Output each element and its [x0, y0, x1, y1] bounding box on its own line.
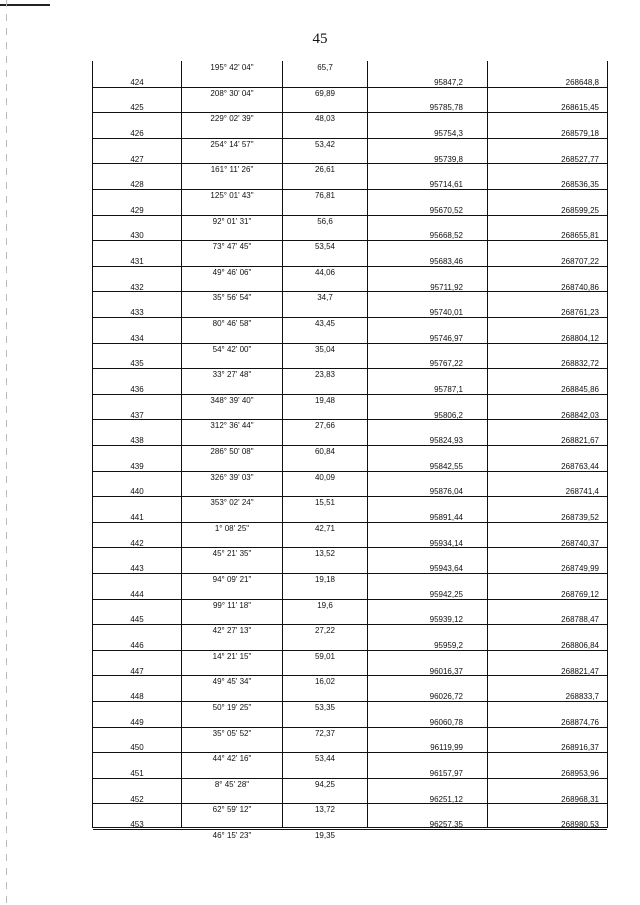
- y-coordinate: 268579,18: [561, 129, 599, 138]
- point-row: [93, 74, 607, 88]
- y-coordinate: 268648,8: [565, 77, 599, 87]
- point-number: 446: [130, 641, 144, 650]
- direction-angle: 50° 19' 25": [212, 703, 252, 712]
- segment-row: [93, 112, 607, 126]
- point-number: 435: [130, 359, 144, 369]
- point-number: 425: [130, 103, 144, 113]
- x-coordinate: 95785,78: [429, 103, 463, 113]
- segment-row: [93, 445, 607, 459]
- point-row: [93, 688, 607, 702]
- x-coordinate: 95787,1: [434, 385, 463, 394]
- point-row: [93, 99, 607, 113]
- y-coordinate: 268536,35: [561, 180, 599, 190]
- direction-angle: 73° 47' 45": [212, 242, 252, 252]
- point-number: 438: [130, 436, 144, 446]
- y-coordinate: 268832,72: [561, 359, 599, 369]
- segment-length: 44,06: [314, 267, 336, 277]
- segment-row: [93, 189, 607, 203]
- y-coordinate: 268842,03: [561, 410, 599, 420]
- segment-length: 40,09: [314, 472, 336, 482]
- y-coordinate: 268916,37: [561, 743, 599, 753]
- direction-angle: 312° 36' 44": [210, 421, 254, 431]
- segment-row: [93, 471, 607, 485]
- x-coordinate: 95746,97: [429, 333, 463, 343]
- page-number: 45: [312, 31, 328, 47]
- direction-angle: 161° 11' 26": [210, 165, 254, 175]
- direction-angle: 80° 46' 58": [212, 319, 252, 328]
- point-row: [93, 765, 607, 779]
- point-number: 452: [130, 794, 144, 804]
- point-row: [93, 151, 607, 165]
- point-number: 449: [130, 717, 144, 727]
- y-coordinate: 268655,81: [561, 231, 599, 241]
- y-coordinate: 268806,84: [561, 641, 599, 650]
- segment-row: [93, 61, 607, 75]
- x-coordinate: 95891,44: [429, 513, 463, 522]
- segment-row: [93, 368, 607, 382]
- direction-angle: 35° 05' 52": [212, 728, 252, 738]
- point-number: 439: [130, 461, 144, 471]
- x-coordinate: 95711,92: [430, 282, 463, 292]
- point-row: [93, 663, 607, 677]
- y-coordinate: 268821,47: [561, 666, 599, 676]
- segment-length: 27,22: [314, 626, 336, 636]
- y-coordinate: 268769,12: [561, 589, 599, 599]
- point-row: [93, 714, 607, 728]
- direction-angle: 286° 50' 08": [210, 447, 254, 456]
- y-coordinate: 268761,23: [561, 308, 599, 318]
- y-coordinate: 268741,4: [565, 487, 599, 497]
- segment-length: 15,51: [314, 498, 336, 508]
- point-number: 433: [130, 308, 144, 318]
- point-row: [93, 202, 607, 216]
- segment-row: [93, 727, 607, 741]
- segment-length: 26,61: [314, 165, 336, 175]
- direction-angle: 353° 02' 24": [210, 498, 254, 508]
- y-coordinate: 268599,25: [561, 205, 599, 215]
- segment-row: [93, 496, 607, 510]
- point-row: [93, 739, 607, 753]
- direction-angle: 94° 09' 21": [212, 575, 252, 584]
- point-row: [93, 637, 607, 651]
- segment-length: 19,35: [314, 831, 336, 840]
- segment-row: [93, 547, 607, 561]
- x-coordinate: 95943,64: [429, 564, 463, 574]
- y-coordinate: 268804,12: [561, 333, 599, 343]
- segment-row: [93, 829, 607, 843]
- x-coordinate: 96026,72: [429, 692, 463, 702]
- x-coordinate: 95670,52: [429, 205, 463, 215]
- direction-angle: 14° 21' 15": [212, 651, 252, 661]
- point-row: [93, 483, 607, 497]
- point-number: 431: [130, 257, 144, 266]
- point-row: [93, 458, 607, 472]
- point-row: [93, 253, 607, 267]
- point-number: 428: [130, 180, 144, 190]
- point-row: [93, 509, 607, 523]
- y-coordinate: 268740,37: [561, 538, 599, 548]
- segment-row: [93, 778, 607, 792]
- point-row: [93, 279, 607, 293]
- x-coordinate: 95842,55: [429, 461, 463, 471]
- point-number: 445: [130, 615, 144, 625]
- segment-length: 42,71: [314, 523, 336, 533]
- point-number: 426: [130, 129, 144, 138]
- point-row: [93, 304, 607, 318]
- segment-length: 69,89: [314, 88, 336, 98]
- point-number: 448: [130, 692, 144, 702]
- direction-angle: 326° 39' 03": [210, 472, 254, 482]
- segment-row: [93, 522, 607, 536]
- segment-row: [93, 803, 607, 817]
- point-row: [93, 176, 607, 190]
- point-row: [93, 560, 607, 574]
- segment-length: 53,44: [314, 754, 336, 764]
- point-number: 437: [130, 410, 144, 420]
- point-number: 432: [130, 282, 144, 292]
- y-coordinate: 268740,86: [561, 282, 599, 292]
- direction-angle: 33° 27' 48": [212, 370, 252, 380]
- segment-row: [93, 215, 607, 229]
- point-row: [93, 381, 607, 395]
- direction-angle: 229° 02' 39": [210, 114, 254, 124]
- y-coordinate: 268953,96: [561, 769, 599, 778]
- x-coordinate: 95942,25: [429, 589, 463, 599]
- point-row: [93, 407, 607, 421]
- x-coordinate: 96119,99: [430, 743, 463, 753]
- point-number: 424: [130, 77, 144, 87]
- point-number: 442: [130, 538, 144, 548]
- point-row: [93, 791, 607, 805]
- segment-length: 72,37: [314, 728, 336, 738]
- segment-row: [93, 163, 607, 177]
- y-coordinate: 268739,52: [561, 513, 599, 522]
- segment-length: 19,48: [314, 395, 336, 405]
- direction-angle: 208° 30' 04": [210, 88, 254, 98]
- point-number: 443: [130, 564, 144, 574]
- segment-row: [93, 240, 607, 254]
- segment-row: [93, 138, 607, 152]
- direction-angle: 1° 08' 25": [214, 523, 250, 533]
- segment-row: [93, 752, 607, 766]
- y-coordinate: 268749,99: [561, 564, 599, 574]
- direction-angle: 42° 27' 13": [212, 626, 252, 636]
- direction-angle: 35° 56' 54": [212, 293, 252, 303]
- y-coordinate: 268874,76: [561, 717, 599, 727]
- segment-length: 59,01: [314, 651, 336, 661]
- x-coordinate: 95806,2: [434, 410, 463, 420]
- segment-length: 13,52: [314, 549, 336, 559]
- segment-length: 19,18: [314, 575, 336, 584]
- x-coordinate: 96060,78: [429, 717, 463, 727]
- segment-row: [93, 266, 607, 280]
- segment-row: [93, 624, 607, 638]
- point-row: [93, 611, 607, 625]
- segment-row: [93, 675, 607, 689]
- segment-length: 27,66: [314, 421, 336, 431]
- segment-row: [93, 701, 607, 715]
- point-row: [93, 432, 607, 446]
- x-coordinate: 95754,3: [434, 129, 463, 138]
- segment-row: [93, 87, 607, 101]
- y-coordinate: 268763,44: [561, 461, 599, 471]
- segment-row: [93, 317, 607, 331]
- point-row: [93, 125, 607, 139]
- x-coordinate: 95847,2: [434, 77, 463, 87]
- x-coordinate: 95714,61: [429, 180, 463, 190]
- y-coordinate: 268788,47: [561, 615, 599, 625]
- direction-angle: 49° 45' 34": [212, 677, 252, 687]
- point-number: 436: [130, 385, 144, 394]
- segment-length: 53,54: [314, 242, 336, 252]
- y-coordinate: 268980,53: [561, 820, 599, 830]
- direction-angle: 92° 01' 31": [212, 216, 252, 226]
- point-number: 430: [130, 231, 144, 241]
- segment-length: 65,7: [317, 63, 333, 72]
- segment-length: 94,25: [314, 779, 336, 789]
- segment-length: 34,7: [317, 293, 333, 303]
- x-coordinate: 95683,46: [429, 257, 463, 266]
- segment-length: 35,04: [314, 344, 336, 354]
- point-row: [93, 227, 607, 241]
- segment-length: 48,03: [314, 114, 336, 124]
- segment-length: 16,02: [314, 677, 336, 687]
- point-number: 444: [130, 589, 144, 599]
- y-coordinate: 268833,7: [565, 692, 599, 702]
- direction-angle: 49° 46' 06": [212, 267, 252, 277]
- segment-row: [93, 599, 607, 613]
- coordinates-table: [92, 61, 608, 840]
- direction-angle: 195° 42' 04": [210, 63, 254, 72]
- y-coordinate: 268527,77: [561, 154, 599, 164]
- segment-length: 60,84: [314, 447, 336, 456]
- segment-row: [93, 419, 607, 433]
- segment-length: 53,42: [314, 139, 336, 149]
- direction-angle: 348° 39' 40": [210, 395, 254, 405]
- x-coordinate: 95939,12: [429, 615, 463, 625]
- x-coordinate: 95824,93: [429, 436, 463, 446]
- x-coordinate: 95767,22: [429, 359, 463, 369]
- segment-row: [93, 291, 607, 305]
- point-number: 440: [130, 487, 144, 497]
- x-coordinate: 96157,97: [429, 769, 463, 778]
- direction-angle: 46° 15' 23": [212, 831, 252, 840]
- point-row: [93, 586, 607, 600]
- point-number: 441: [130, 513, 144, 522]
- point-row: [93, 535, 607, 549]
- x-coordinate: 95739,8: [434, 154, 463, 164]
- scan-left-edge: [6, 0, 7, 905]
- point-number: 450: [130, 743, 144, 753]
- y-coordinate: 268821,67: [561, 436, 599, 446]
- x-coordinate: 96257,35: [429, 820, 463, 830]
- direction-angle: 254° 14' 57": [210, 139, 254, 149]
- x-coordinate: 96016,37: [429, 666, 463, 676]
- direction-angle: 62° 59' 12": [212, 805, 252, 815]
- segment-length: 53,35: [314, 703, 336, 712]
- segment-length: 76,81: [314, 191, 336, 200]
- point-number: 429: [130, 205, 144, 215]
- point-number: 427: [130, 154, 144, 164]
- segment-length: 23,83: [314, 370, 336, 380]
- direction-angle: 125° 01' 43": [210, 191, 254, 200]
- x-coordinate: 95934,14: [429, 538, 463, 548]
- corner-mark: [0, 4, 50, 6]
- segment-row: [93, 394, 607, 408]
- segment-row: [93, 343, 607, 357]
- point-row: [93, 816, 607, 830]
- x-coordinate: 95740,01: [429, 308, 463, 318]
- segment-row: [93, 573, 607, 587]
- y-coordinate: 268968,31: [561, 794, 599, 804]
- y-coordinate: 268845,86: [561, 385, 599, 394]
- direction-angle: 44° 42' 16": [212, 754, 252, 764]
- x-coordinate: 96251,12: [429, 794, 463, 804]
- y-coordinate: 268707,22: [561, 257, 599, 266]
- point-number: 447: [130, 666, 144, 676]
- y-coordinate: 268615,45: [561, 103, 599, 113]
- x-coordinate: 95876,04: [429, 487, 463, 497]
- x-coordinate: 95668,52: [429, 231, 463, 241]
- point-row: [93, 330, 607, 344]
- direction-angle: 99° 11' 18": [212, 600, 252, 610]
- point-number: 434: [130, 333, 144, 343]
- segment-length: 56,6: [317, 216, 333, 226]
- segment-length: 43,45: [314, 319, 336, 328]
- direction-angle: 45° 21' 35": [212, 549, 252, 559]
- segment-length: 13,72: [314, 805, 336, 815]
- segment-row: [93, 650, 607, 664]
- point-number: 453: [130, 820, 144, 830]
- point-row: [93, 355, 607, 369]
- direction-angle: 8° 45' 28": [214, 779, 250, 789]
- direction-angle: 54° 42' 00": [212, 344, 252, 354]
- x-coordinate: 95959,2: [434, 641, 463, 650]
- point-number: 451: [130, 769, 144, 778]
- segment-length: 19,6: [317, 600, 333, 610]
